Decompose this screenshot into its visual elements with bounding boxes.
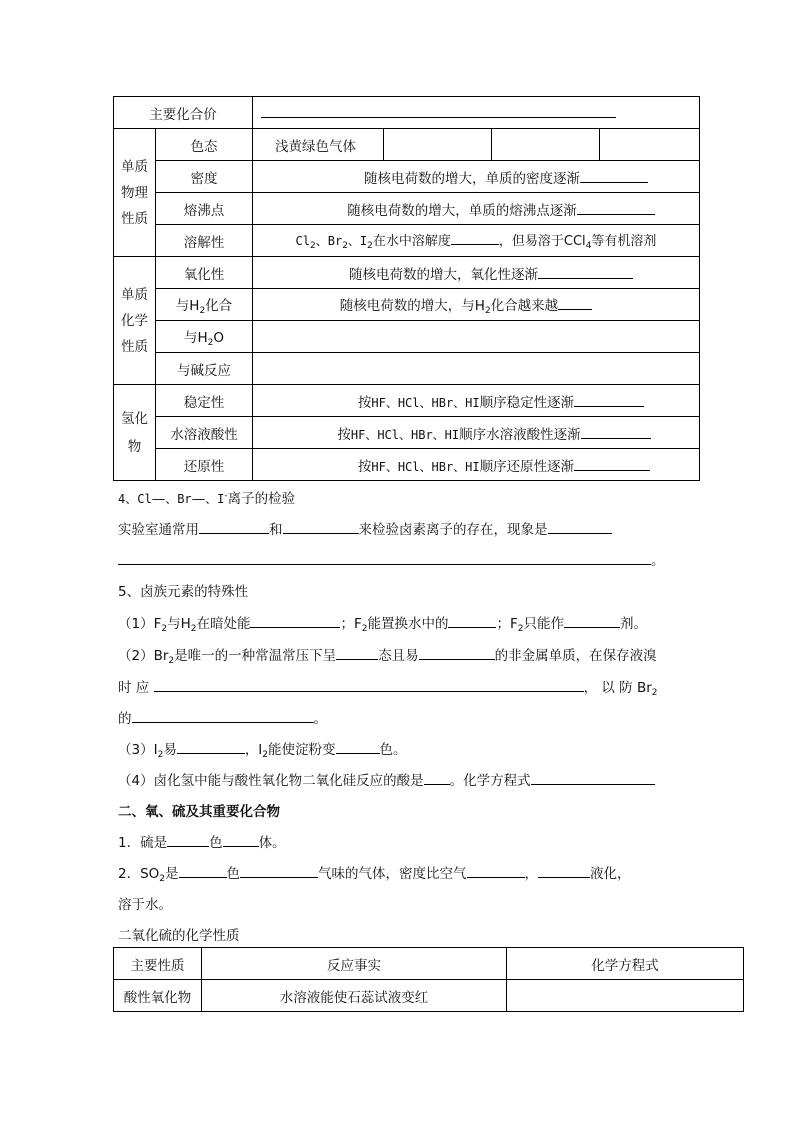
- hydride-group-label: 氢化 物: [114, 385, 156, 481]
- acidity-cell: 按HF、HCl、HBr、HI顺序水溶液酸性逐渐: [253, 417, 700, 449]
- section5-item3: $(3)I_2$易 ，$I_2$能使淀粉变 色。: [118, 738, 407, 760]
- reducing-blank[interactable]: [574, 456, 650, 471]
- oxidizing-label: 氧化性: [156, 257, 253, 289]
- acidity-label: 水溶液酸性: [156, 417, 253, 449]
- chlorine-color-value: 浅黄绿色气体: [253, 129, 384, 160]
- br2-property-blank[interactable]: [419, 645, 495, 660]
- header-valence-label: 主要化合价: [114, 97, 253, 129]
- valence-blank[interactable]: [261, 103, 616, 118]
- part2-q2-line2: 溶于水。: [118, 897, 172, 913]
- solubility-cell: $Cl_2$、$Br_2$、$I_2$在水中溶解度 ，但易溶于CCl$_4$等有机溶剂: [253, 225, 700, 257]
- oxidizing-blank[interactable]: [538, 264, 633, 279]
- col-header-property: 主要性质: [114, 948, 202, 980]
- col-header-fact: 反应事实: [202, 948, 507, 980]
- so2-density-blank[interactable]: [467, 863, 525, 878]
- density-label: 密度: [156, 161, 253, 193]
- acidic-oxide-fact: 水溶液能使石蕊试液变红: [202, 980, 507, 1012]
- br2-state-blank[interactable]: [336, 645, 378, 660]
- chemical-group-label: 单质 化学 性质: [114, 257, 156, 385]
- f2-agent-blank[interactable]: [564, 613, 620, 628]
- reagent2-blank[interactable]: [283, 519, 359, 534]
- color-state-cells: [253, 129, 700, 161]
- equation-blank[interactable]: [531, 770, 655, 785]
- density-cell: 随核电荷数的增大，单质的密度逐渐: [253, 161, 700, 193]
- so2-odor-blank[interactable]: [240, 863, 318, 878]
- water-reaction-label: 与$H_2O$: [156, 321, 253, 353]
- reducing-label: 还原性: [156, 449, 253, 481]
- f2-h2-blank[interactable]: [250, 613, 340, 628]
- valence-blank-cell[interactable]: [253, 97, 700, 129]
- solubility-label: 溶解性: [156, 225, 253, 257]
- section4-line2: 。: [118, 549, 678, 569]
- acidic-oxide-label: 酸性氧化物: [114, 980, 202, 1012]
- col-header-equation: 化学方程式: [507, 948, 744, 980]
- combine-h2-cell: 随核电荷数的增大，与$H_2$化合越来越: [253, 289, 700, 321]
- color-cell-3[interactable]: [492, 129, 600, 160]
- part2-q1: 1．硫是 色 体。: [118, 831, 286, 851]
- melting-boiling-cell: 随核电荷数的增大，单质的熔沸点逐渐: [253, 193, 700, 225]
- halogen-property-table: [113, 96, 700, 481]
- i2-starch-color-blank[interactable]: [336, 739, 380, 754]
- acid-name-blank[interactable]: [424, 770, 450, 785]
- combine-h2-label: 与$H_2$化合: [156, 289, 253, 321]
- base-reaction-cell[interactable]: [253, 353, 700, 385]
- so2-liquefy-blank[interactable]: [538, 863, 590, 878]
- i2-property-blank[interactable]: [177, 739, 245, 754]
- color-cell-4[interactable]: [600, 129, 699, 160]
- water-reaction-cell[interactable]: [253, 321, 700, 353]
- part2-q2: 2．$SO_2$是 色 气味的气体，密度比空气 ， 液化，: [118, 862, 631, 884]
- sulfur-state-blank[interactable]: [223, 832, 259, 847]
- section5-item1: $(1)F_2$与$H_2$在暗处能 ；$F_2$能置换水中的 ；$F_2$只能作 剂。: [118, 612, 647, 634]
- f2-water-blank[interactable]: [448, 613, 496, 628]
- color-cell-2[interactable]: [384, 129, 492, 160]
- melting-boiling-label: 熔沸点: [156, 193, 253, 225]
- reagent1-blank[interactable]: [199, 519, 269, 534]
- section5-item2: $(2)Br_2$是唯一的一种常温常压下呈 态且易 的非金属单质，在保存液溴: [118, 644, 657, 666]
- section5-item2-line3: 的 。: [118, 707, 327, 727]
- br2-prevent-blank[interactable]: [132, 708, 314, 723]
- phenomenon-continued-blank[interactable]: [118, 550, 651, 565]
- stability-blank[interactable]: [574, 392, 644, 407]
- section4-line1: 实验室通常用 和 来检验卤素离子的存在，现象是: [118, 518, 612, 538]
- so2-chem-title: 二氧化硫的化学性质: [118, 928, 240, 944]
- phenomenon-blank[interactable]: [548, 519, 612, 534]
- stability-label: 稳定性: [156, 385, 253, 417]
- section5-item4: （4）卤化氢中能与酸性氧化物二氧化硅反应的酸是 。化学方程式: [118, 769, 655, 789]
- sulfur-color-blank[interactable]: [167, 832, 209, 847]
- section4-title: 4、Cl—、Br—、I-离子的检验: [118, 491, 296, 507]
- solubility-blank[interactable]: [451, 230, 499, 245]
- so2-property-table: [113, 947, 744, 1012]
- oxidizing-cell: 随核电荷数的增大，氧化性逐渐: [253, 257, 700, 289]
- combine-h2-blank[interactable]: [558, 295, 592, 310]
- base-reaction-label: 与碱反应: [156, 353, 253, 385]
- section5-item2-line2: 时 应 ， 以 防 $Br_2$: [118, 676, 676, 698]
- reducing-cell: 按HF、HCl、HBr、HI顺序还原性逐渐: [253, 449, 700, 481]
- color-state-label: 色态: [156, 129, 253, 161]
- physical-group-label: 单质 物理 性质: [114, 129, 156, 257]
- acidic-oxide-equation-cell[interactable]: [507, 980, 744, 1012]
- br2-storage-blank[interactable]: [154, 677, 584, 692]
- stability-cell: 按HF、HCl、HBr、HI顺序稳定性逐渐: [253, 385, 700, 417]
- section5-title: 5、卤族元素的特殊性: [118, 584, 249, 600]
- density-blank[interactable]: [580, 168, 648, 183]
- part2-heading: 二、氧、硫及其重要化合物: [118, 804, 280, 820]
- mp-blank[interactable]: [577, 200, 655, 215]
- so2-color-blank[interactable]: [179, 863, 227, 878]
- acidity-blank[interactable]: [581, 424, 651, 439]
